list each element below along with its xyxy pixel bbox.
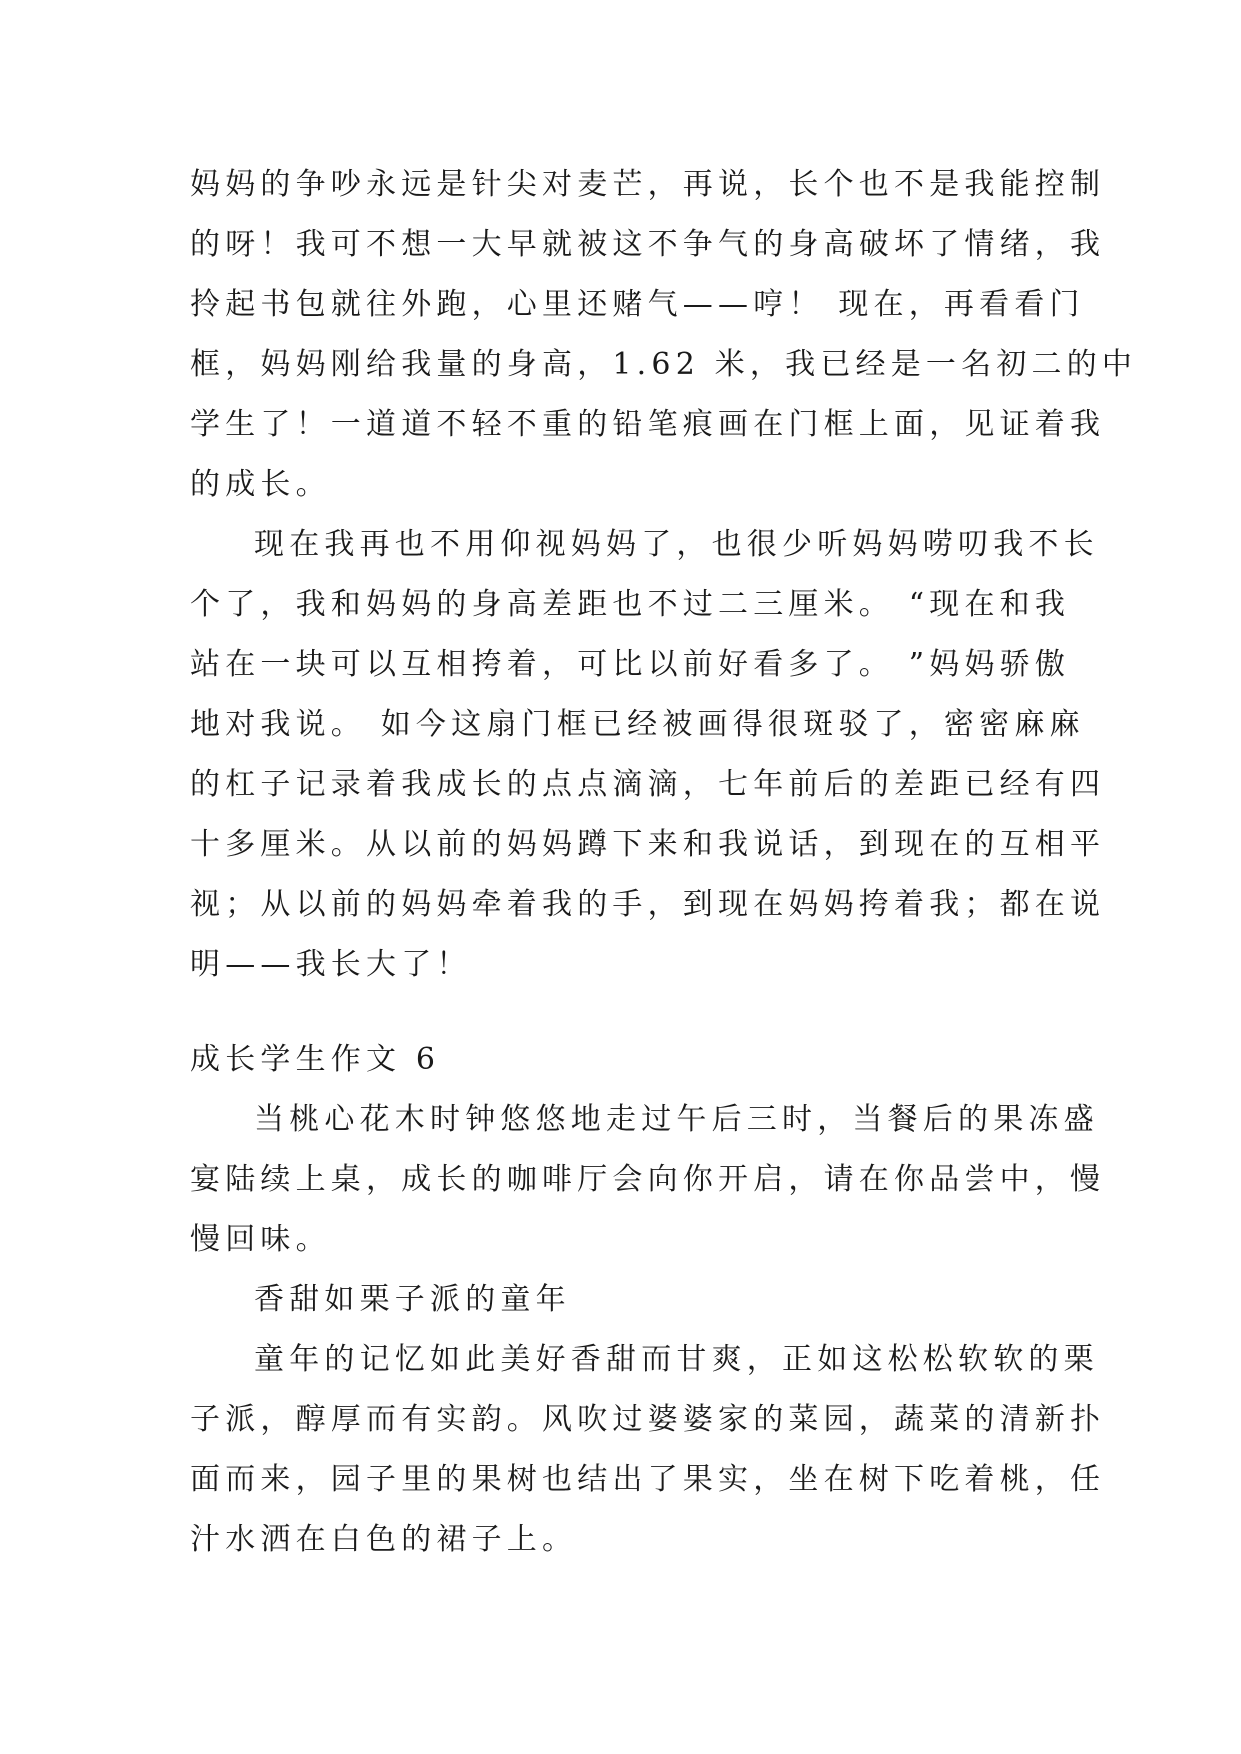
paragraph-line: 明——我长大了！ (190, 947, 472, 982)
paragraph-line: 的杠子记录着我成长的点点滴滴，七年前后的差距已经有四 (190, 767, 1106, 802)
paragraph-line: 学生了！一道道不轻不重的铅笔痕画在门框上面，见证着我 (190, 407, 1106, 442)
paragraph-line: 框，妈妈刚给我量的身高，1.62 米，我已经是一名初二的中 (190, 347, 1138, 382)
paragraph-line: 妈妈的争吵永远是针尖对麦芒，再说，长个也不是我能控制 (190, 167, 1106, 202)
paragraph-line: 的成长。 (190, 467, 331, 502)
paragraph-line: 子派，醇厚而有实韵。风吹过婆婆家的菜园，蔬菜的清新扑 (190, 1402, 1106, 1437)
section-title: 成长学生作文 6 (190, 1042, 441, 1077)
paragraph-line: 慢回味。 (190, 1222, 331, 1257)
subsection-title: 香甜如栗子派的童年 (254, 1282, 571, 1317)
paragraph-line: 现在我再也不用仰视妈妈了，也很少听妈妈唠叨我不长 (254, 527, 1099, 562)
paragraph-line: 拎起书包就往外跑，心里还赌气——哼！ 现在，再看看门 (190, 287, 1085, 322)
paragraph-line: 童年的记忆如此美好香甜而甘爽，正如这松松软软的栗 (254, 1342, 1099, 1377)
paragraph-line: 的呀！我可不想一大早就被这不争气的身高破坏了情绪，我 (190, 227, 1106, 262)
paragraph-line: 宴陆续上桌，成长的咖啡厅会向你开启，请在你品尝中，慢 (190, 1162, 1106, 1197)
paragraph-line: 个了，我和妈妈的身高差距也不过二三厘米。 “现在和我 (190, 587, 1071, 622)
paragraph-line: 地对我说。 如今这扇门框已经被画得很斑驳了，密密麻麻 (190, 707, 1085, 742)
paragraph-line: 站在一块可以互相挎着，可比以前好看多了。 ”妈妈骄傲 (190, 647, 1071, 682)
paragraph-line: 十多厘米。从以前的妈妈蹲下来和我说话，到现在的互相平 (190, 827, 1106, 862)
paragraph-line: 视；从以前的妈妈牵着我的手，到现在妈妈挎着我；都在说 (190, 887, 1106, 922)
paragraph-line: 汁水洒在白色的裙子上。 (190, 1522, 578, 1557)
paragraph-line: 当桃心花木时钟悠悠地走过午后三时，当餐后的果冻盛 (254, 1102, 1099, 1137)
paragraph-line: 面而来，园子里的果树也结出了果实，坐在树下吃着桃，任 (190, 1462, 1106, 1497)
